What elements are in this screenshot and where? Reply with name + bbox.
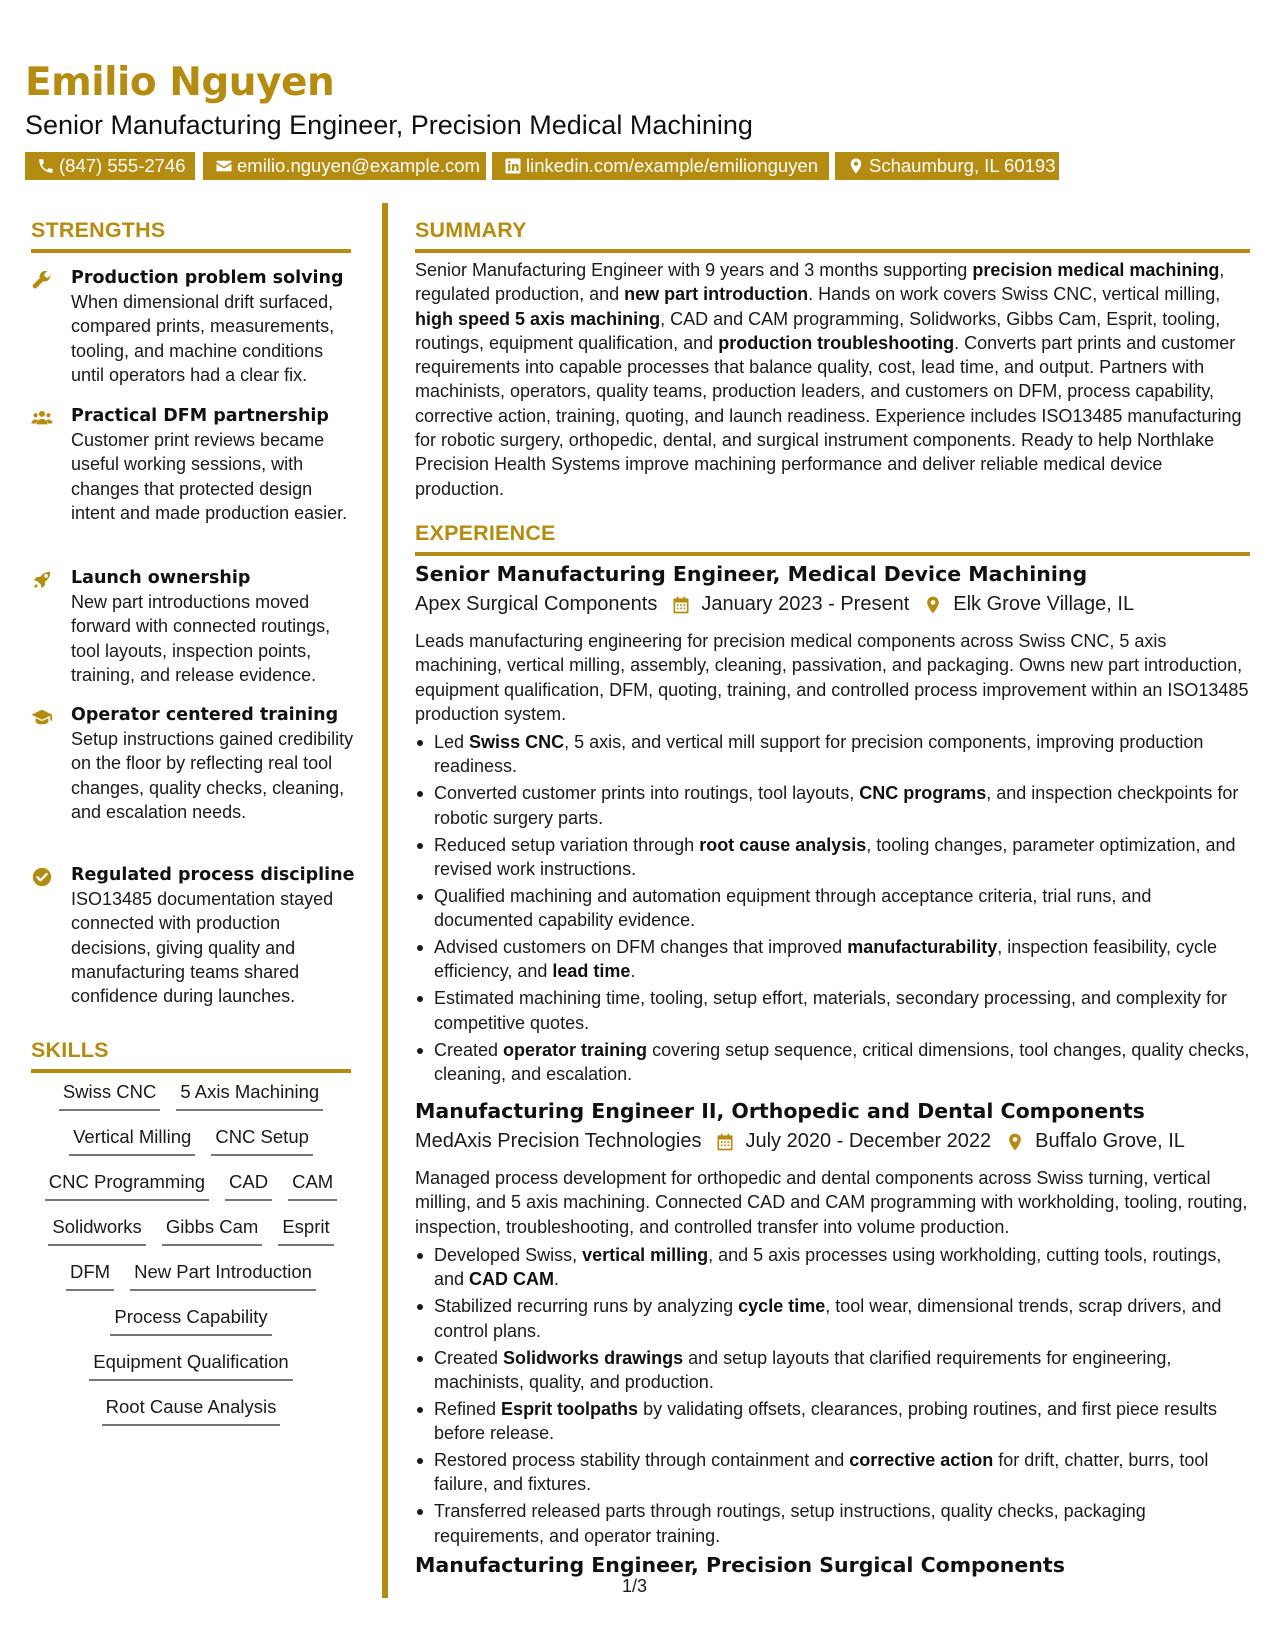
skills-list: [31, 1080, 351, 1440]
bullet-item: Estimated machining time, tooling, setup effort, materials, secondary processing, and complexity for competitive quotes.: [415, 986, 1255, 1035]
strength-title: Practical DFM partnership: [71, 406, 329, 426]
map-pin-icon: [923, 595, 943, 615]
map-pin-icon: [1005, 1132, 1025, 1152]
column-divider: [382, 203, 388, 1598]
job-company: MedAxis Precision Technologies: [415, 1130, 702, 1152]
check-circle-icon: [31, 866, 53, 888]
skills-heading: SKILLS: [31, 1038, 109, 1062]
strength-description: New part introductions moved forward with connected routings, tool layouts, inspection points, training, and release evidence.: [71, 592, 331, 685]
phone-icon: [37, 157, 55, 175]
emphasis-text: Solidworks drawings: [503, 1347, 684, 1368]
rocket-icon: [31, 569, 53, 591]
strength-item: [31, 566, 361, 686]
bullet-item: Transferred released parts through routings, setup instructions, quality checks, packaging requirements, and operator training.: [415, 1499, 1255, 1548]
emphasis-text: Esprit toolpaths: [501, 1398, 639, 1419]
strength-title: Launch ownership: [71, 568, 251, 588]
job-bullets: [415, 1243, 1255, 1551]
graduation-cap-icon: [31, 706, 53, 728]
strength-title: Operator centered training: [71, 705, 339, 725]
wrench-icon: [31, 269, 53, 291]
strength-item: [31, 863, 361, 1008]
bullet-item: Refined Esprit toolpaths by validating offsets, clearances, probing routines, and first piece results before release.: [415, 1397, 1255, 1446]
emphasis-text: lead time: [552, 961, 631, 982]
emphasis-text: high speed 5 axis machining: [415, 308, 661, 329]
contact-location-text: Schaumburg, IL 60193: [869, 155, 1056, 176]
skill-tag[interactable]: Solidworks: [48, 1215, 145, 1246]
strength-title: Production problem solving: [71, 268, 344, 288]
skill-tag[interactable]: Equipment Qualification: [89, 1350, 292, 1381]
bullet-item: Reduced setup variation through root cause analysis, tooling changes, parameter optimization, and revised work instructions.: [415, 833, 1255, 882]
skill-row: [31, 1260, 351, 1305]
strengths-rule: [31, 249, 351, 253]
bullet-item: Advised customers on DFM changes that improved manufacturability, inspection feasibility, cycle efficiency, and lead time.: [415, 935, 1255, 984]
skill-tag[interactable]: Vertical Milling: [69, 1125, 195, 1156]
job-description: Leads manufacturing engineering for precision medical components across Swiss CNC, 5 axis machining, vertical milling, assembly, cleaning, passivation, and packaging. Owns new part introduction, equipment qualification, DFM, quoting, training, and controlled process improvement within an ISO13485 production system.: [415, 631, 1249, 724]
job-dates: July 2020 - December 2022: [745, 1130, 992, 1152]
candidate-title: Senior Manufacturing Engineer, Precision Medical Machining: [25, 110, 753, 140]
envelope-icon: [215, 157, 233, 175]
job-title: Manufacturing Engineer, Precision Surgical Components: [415, 1553, 1065, 1577]
emphasis-text: cycle time: [738, 1296, 826, 1317]
skill-row: [31, 1215, 351, 1260]
skills-rule: [31, 1069, 351, 1073]
job-location: Buffalo Grove, IL: [1035, 1130, 1185, 1152]
summary-rule: [415, 249, 1250, 253]
strength-item: [31, 404, 361, 549]
skill-tag[interactable]: CAD: [225, 1170, 272, 1201]
skill-row: [31, 1170, 351, 1215]
job-title: Manufacturing Engineer II, Orthopedic and Dental Components: [415, 1099, 1145, 1123]
users-icon: [31, 407, 53, 429]
bullet-item: Created operator training covering setup sequence, critical dimensions, tool changes, quality checks, cleaning, and escalation.: [415, 1038, 1255, 1087]
bullet-item: Led Swiss CNC, 5 axis, and vertical mill support for precision components, improving production readiness.: [415, 730, 1255, 779]
contact-email-text: emilio.nguyen@example.com: [237, 155, 480, 176]
bullet-item: Qualified machining and automation equipment through acceptance criteria, trial runs, and documented capability evidence.: [415, 884, 1255, 933]
job-title: Senior Manufacturing Engineer, Medical Device Machining: [415, 562, 1088, 586]
calendar-icon: [671, 595, 691, 615]
map-pin-icon: [847, 157, 865, 175]
emphasis-text: precision medical machining: [972, 260, 1220, 280]
bullet-item: Converted customer prints into routings, tool layouts, CNC programs, and inspection checkpoints for robotic surgery parts.: [415, 781, 1255, 830]
bullet-item: Created Solidworks drawings and setup layouts that clarified requirements for engineering, machinists, quality, and production.: [415, 1346, 1255, 1395]
job-dates: January 2023 - Present: [701, 593, 910, 615]
emphasis-text: corrective action: [849, 1450, 994, 1471]
emphasis-text: operator training: [503, 1039, 648, 1060]
emphasis-text: CAD CAM: [469, 1269, 555, 1290]
emphasis-text: production troubleshooting: [718, 332, 955, 353]
candidate-name: Emilio Nguyen: [25, 60, 335, 105]
contact-phone[interactable]: [25, 152, 195, 180]
experience-heading: EXPERIENCE: [415, 521, 556, 545]
emphasis-text: Swiss CNC: [469, 732, 565, 752]
skill-tag[interactable]: Swiss CNC: [59, 1080, 161, 1111]
bullet-item: Restored process stability through containment and corrective action for drift, chatter, burrs, tool failure, and fixtures.: [415, 1448, 1255, 1497]
skill-row: [31, 1350, 351, 1395]
job-meta: [415, 1130, 1185, 1153]
contact-location[interactable]: [835, 152, 1059, 180]
skill-row: [31, 1080, 351, 1125]
page-number: 1/3: [622, 1576, 648, 1596]
strength-title: Regulated process discipline: [71, 865, 355, 885]
skill-tag[interactable]: CNC Setup: [211, 1125, 313, 1156]
skill-tag[interactable]: DFM: [66, 1260, 114, 1291]
job-bullets: [415, 730, 1255, 1089]
strength-item: [31, 266, 361, 386]
strength-description: ISO13485 documentation stayed connected with production decisions, giving quality and manufacturing teams shared confidence during launches.: [71, 889, 334, 1007]
contact-linkedin-text: linkedin.com/example/emilionguyen: [526, 155, 819, 176]
experience-rule: [415, 552, 1250, 556]
job-description: Managed process development for orthopedic and dental components across Swiss turning, vertical milling, and 5 axis machining. Connected CAD and CAM programming with workholding, tooling, routing, inspection, troubleshooting, and controlled transfer into volume production.: [415, 1168, 1248, 1237]
skill-tag[interactable]: Root Cause Analysis: [102, 1395, 281, 1426]
skill-tag[interactable]: CAM: [288, 1170, 337, 1201]
job-location: Elk Grove Village, IL: [953, 593, 1135, 615]
skill-tag[interactable]: Esprit: [278, 1215, 333, 1246]
emphasis-text: vertical milling: [582, 1245, 709, 1265]
contact-linkedin[interactable]: [492, 152, 829, 180]
emphasis-text: new part introduction: [624, 284, 809, 305]
strength-description: When dimensional drift surfaced, compared prints, measurements, tooling, and machine conditions until operators had a clear fix.: [71, 292, 335, 385]
skill-tag[interactable]: CNC Programming: [45, 1170, 209, 1201]
contact-phone-text: (847) 555-2746: [59, 155, 186, 176]
bullet-item: Stabilized recurring runs by analyzing cycle time, tool wear, dimensional trends, scrap drivers, and control plans.: [415, 1294, 1255, 1343]
skill-tag[interactable]: New Part Introduction: [130, 1260, 316, 1291]
calendar-icon: [715, 1132, 735, 1152]
emphasis-text: root cause analysis: [699, 834, 867, 855]
skill-row: [31, 1125, 351, 1170]
skill-row: [31, 1395, 351, 1440]
job-meta: [415, 593, 1134, 616]
strength-description: Setup instructions gained credibility on the floor by reflecting real tool changes, quality checks, cleaning, and escalation needs.: [71, 729, 354, 822]
emphasis-text: manufacturability: [847, 937, 998, 958]
skill-tag[interactable]: 5 Axis Machining: [176, 1080, 323, 1111]
skill-tag[interactable]: Gibbs Cam: [162, 1215, 263, 1246]
bullet-item: Developed Swiss, vertical milling, and 5 axis processes using workholding, cutting tools, routings, and CAD CAM.: [415, 1243, 1255, 1292]
strength-description: Customer print reviews became useful working sessions, with changes that protected design intent and made production easier.: [71, 430, 348, 523]
job-company: Apex Surgical Components: [415, 593, 658, 615]
linkedin-icon: [504, 157, 522, 175]
summary-heading: SUMMARY: [415, 218, 527, 242]
contact-email[interactable]: [203, 152, 486, 180]
summary-text: Senior Manufacturing Engineer with 9 years and 3 months supporting precision medical machining, regulated production, and new part introduction. Hands on work covers Swiss CNC, vertical milling, high speed 5 axis machining, CAD and CAM programming, Solidworks, Gibbs Cam, Esprit, tooling, routings, equipment qualification, and production troubleshooting. Converts part prints and customer requirements into capable processes that balance quality, cost, lead time, and output. Partners with machinists, operators, quality teams, production leaders, and customers on DFM, process capability, corrective action, training, quoting, and launch readiness. Experience includes ISO13485 manufacturing for robotic surgery, orthopedic, dental, and surgical instrument components. Ready to help Northlake Precision Health Systems improve machining performance and deliver reliable medical device production.: [415, 260, 1242, 499]
skill-row: [31, 1305, 351, 1350]
strength-item: [31, 703, 361, 848]
strengths-heading: STRENGTHS: [31, 218, 166, 242]
emphasis-text: CNC programs: [859, 783, 987, 804]
skill-tag[interactable]: Process Capability: [110, 1305, 271, 1336]
